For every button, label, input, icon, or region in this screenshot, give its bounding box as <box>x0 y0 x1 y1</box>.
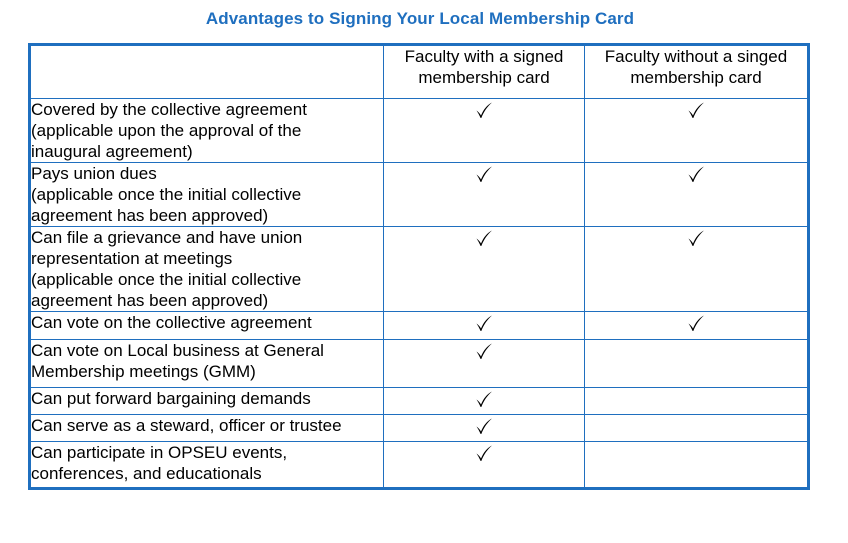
page-title: Advantages to Signing Your Local Membership Card <box>205 9 635 28</box>
header-blank-cell <box>30 45 384 99</box>
row-label-line: (applicable upon the approval of the <box>31 121 302 140</box>
unsigned-cell <box>585 388 809 415</box>
row-label-line: Pays union dues <box>31 164 157 183</box>
membership-comparison-table <box>28 43 810 490</box>
table-row <box>30 99 809 163</box>
table-row <box>30 415 809 442</box>
signed-cell <box>384 442 585 489</box>
row-label-line: Membership meetings (GMM) <box>31 362 256 381</box>
signed-cell <box>384 227 585 312</box>
table-header-row <box>30 45 809 99</box>
row-label <box>30 227 384 312</box>
checkmark-icon <box>686 100 706 120</box>
table-row <box>30 388 809 415</box>
row-label-line: Covered by the collective agreement <box>31 100 307 119</box>
header-signed <box>384 45 585 99</box>
row-label-line: agreement has been approved) <box>31 291 269 310</box>
signed-cell <box>384 99 585 163</box>
row-label <box>30 442 384 489</box>
checkmark-icon <box>474 100 494 120</box>
unsigned-cell <box>585 163 809 227</box>
unsigned-cell <box>585 415 809 442</box>
row-label <box>30 312 384 340</box>
checkmark-icon <box>474 164 494 184</box>
checkmark-icon <box>474 341 494 361</box>
header-unsigned <box>585 45 809 99</box>
checkmark-icon <box>474 313 494 333</box>
table-row <box>30 442 809 489</box>
row-label-line: (applicable once the initial collective <box>31 185 302 204</box>
row-label-line: Can file a grievance and have union <box>31 228 303 247</box>
row-label-line: (applicable once the initial collective <box>31 270 302 289</box>
checkmark-icon <box>474 416 494 436</box>
table-row <box>30 312 809 340</box>
header-unsigned-line: Faculty without a singed <box>604 47 788 66</box>
row-label <box>30 99 384 163</box>
row-label-line: Can serve as a steward, officer or trustee <box>31 416 342 435</box>
row-label-line: Can vote on Local business at General <box>31 341 324 360</box>
row-label-line: Can vote on the collective agreement <box>31 313 312 332</box>
table-body <box>30 99 809 489</box>
header-unsigned-line: membership card <box>630 68 762 87</box>
row-label <box>30 340 384 388</box>
table-row <box>30 340 809 388</box>
checkmark-icon <box>686 313 706 333</box>
row-label-line: representation at meetings <box>31 249 233 268</box>
table-row <box>30 163 809 227</box>
checkmark-icon <box>474 228 494 248</box>
row-label-line: inaugural agreement) <box>31 142 193 161</box>
unsigned-cell <box>585 312 809 340</box>
header-signed-line: membership card <box>418 68 550 87</box>
row-label <box>30 163 384 227</box>
checkmark-icon <box>474 389 494 409</box>
row-label-line: conferences, and educationals <box>31 464 262 483</box>
table-row <box>30 227 809 312</box>
header-signed-line: Faculty with a signed <box>404 47 564 66</box>
row-label-line: Can put forward bargaining demands <box>31 389 311 408</box>
row-label <box>30 388 384 415</box>
row-label-line: agreement has been approved) <box>31 206 269 225</box>
signed-cell <box>384 340 585 388</box>
checkmark-icon <box>686 228 706 248</box>
row-label-line: Can participate in OPSEU events, <box>31 443 288 462</box>
signed-cell <box>384 415 585 442</box>
signed-cell <box>384 388 585 415</box>
checkmark-icon <box>686 164 706 184</box>
checkmark-icon <box>474 443 494 463</box>
row-label <box>30 415 384 442</box>
signed-cell <box>384 312 585 340</box>
unsigned-cell <box>585 227 809 312</box>
unsigned-cell <box>585 99 809 163</box>
signed-cell <box>384 163 585 227</box>
unsigned-cell <box>585 340 809 388</box>
unsigned-cell <box>585 442 809 489</box>
